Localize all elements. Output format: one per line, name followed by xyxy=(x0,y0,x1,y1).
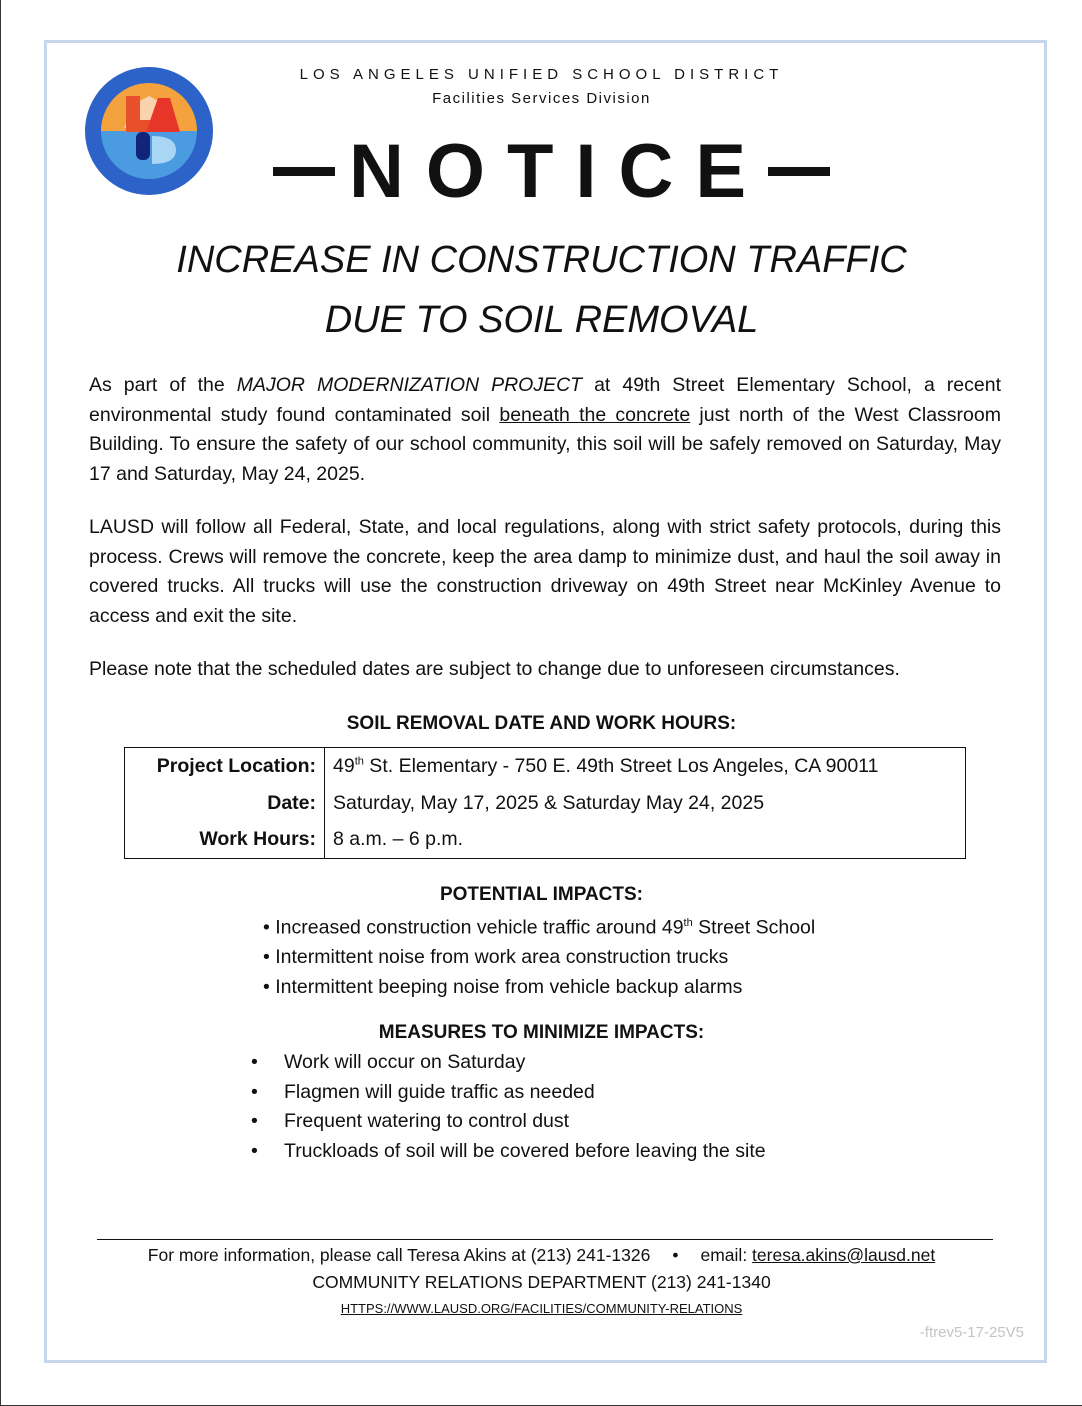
email-link[interactable]: teresa.akins@lausd.net xyxy=(752,1245,936,1265)
schedule-heading: SOIL REMOVAL DATE AND WORK HOURS: xyxy=(346,713,737,734)
list-item: • Flagmen will guide traffic as needed xyxy=(251,1080,595,1103)
row-value: 8 a.m. – 6 p.m. xyxy=(333,828,464,851)
list-item: • Frequent watering to control dust xyxy=(251,1110,570,1132)
revision-code: -ftrev5-17-25V5 xyxy=(919,1324,1024,1341)
impacts-list xyxy=(263,909,815,1002)
row-label: Project Location: xyxy=(125,748,325,785)
impacts-heading: POTENTIAL IMPACTS: xyxy=(439,884,644,905)
notice-heading xyxy=(21,128,1082,215)
list-item: • Work will occur on Saturday xyxy=(251,1051,526,1073)
paragraph-1: As part of the MAJOR MODERNIZATION PROJECT at 49th Street Elementary School, a recent environmental study found contaminated soil beneath the concrete just north of the West Classroom Building. To ensure the safety of our school community, this soil will be safely removed on Saturday, May 17 and Saturday, May 24, 2025. xyxy=(89,374,1001,485)
row-label: Date: xyxy=(125,785,325,822)
right-dash xyxy=(768,167,830,176)
paragraph-3: Please note that the scheduled dates are subject to change due to unforeseen circumstances. xyxy=(89,658,900,680)
list-item: • Intermittent noise from work area construction trucks xyxy=(263,946,729,968)
table-row xyxy=(125,748,966,785)
left-dash xyxy=(273,167,335,176)
footer-contact: For more information, please call Teresa Akins at (213) 241-1326 • email: teresa.akins@lausd.net xyxy=(147,1245,936,1265)
list-item: • Truckloads of soil will be covered before leaving the site xyxy=(251,1139,766,1162)
measures-heading: MEASURES TO MINIMIZE IMPACTS: xyxy=(378,1022,705,1043)
notice-title xyxy=(1,230,1082,350)
list-item: • Intermittent beeping noise from vehicle backup alarms xyxy=(263,975,743,998)
measures-list xyxy=(251,1048,766,1166)
list-item: • Increased construction vehicle traffic around 49th Street School xyxy=(263,916,816,939)
footer-department: COMMUNITY RELATIONS DEPARTMENT (213) 241-1340 xyxy=(312,1272,771,1292)
district-name: LOS ANGELES UNIFIED SCHOOL DISTRICT xyxy=(299,66,784,83)
notice-text: NOTICE xyxy=(348,129,769,214)
division-name: Facilities Services Division xyxy=(432,90,651,107)
title-line-1: INCREASE IN CONSTRUCTION TRAFFIC xyxy=(176,239,907,281)
table-row xyxy=(125,822,966,859)
schedule-table xyxy=(124,747,966,859)
footer-divider xyxy=(97,1239,993,1240)
row-value: 49th St. Elementary - 750 E. 49th Street Los Angeles, CA 90011 xyxy=(333,754,879,777)
website-link[interactable]: HTTPS://WWW.LAUSD.ORG/FACILITIES/COMMUNITY-RELATIONS xyxy=(340,1301,743,1316)
title-line-2: DUE TO SOIL REMOVAL xyxy=(324,299,759,341)
paragraph-2: LAUSD will follow all Federal, State, and local regulations, along with strict safety protocols, during this process. Crews will remove the concrete, keep the area damp to minimize dust, and haul the soil away in covered trucks. All trucks will use the construction driveway on 49th Street near McKinley Avenue to access and exit the site. xyxy=(89,516,1001,627)
table-row xyxy=(125,785,966,822)
row-label: Work Hours: xyxy=(125,822,325,859)
row-value: Saturday, May 17, 2025 & Saturday May 24, 2025 xyxy=(333,791,765,814)
